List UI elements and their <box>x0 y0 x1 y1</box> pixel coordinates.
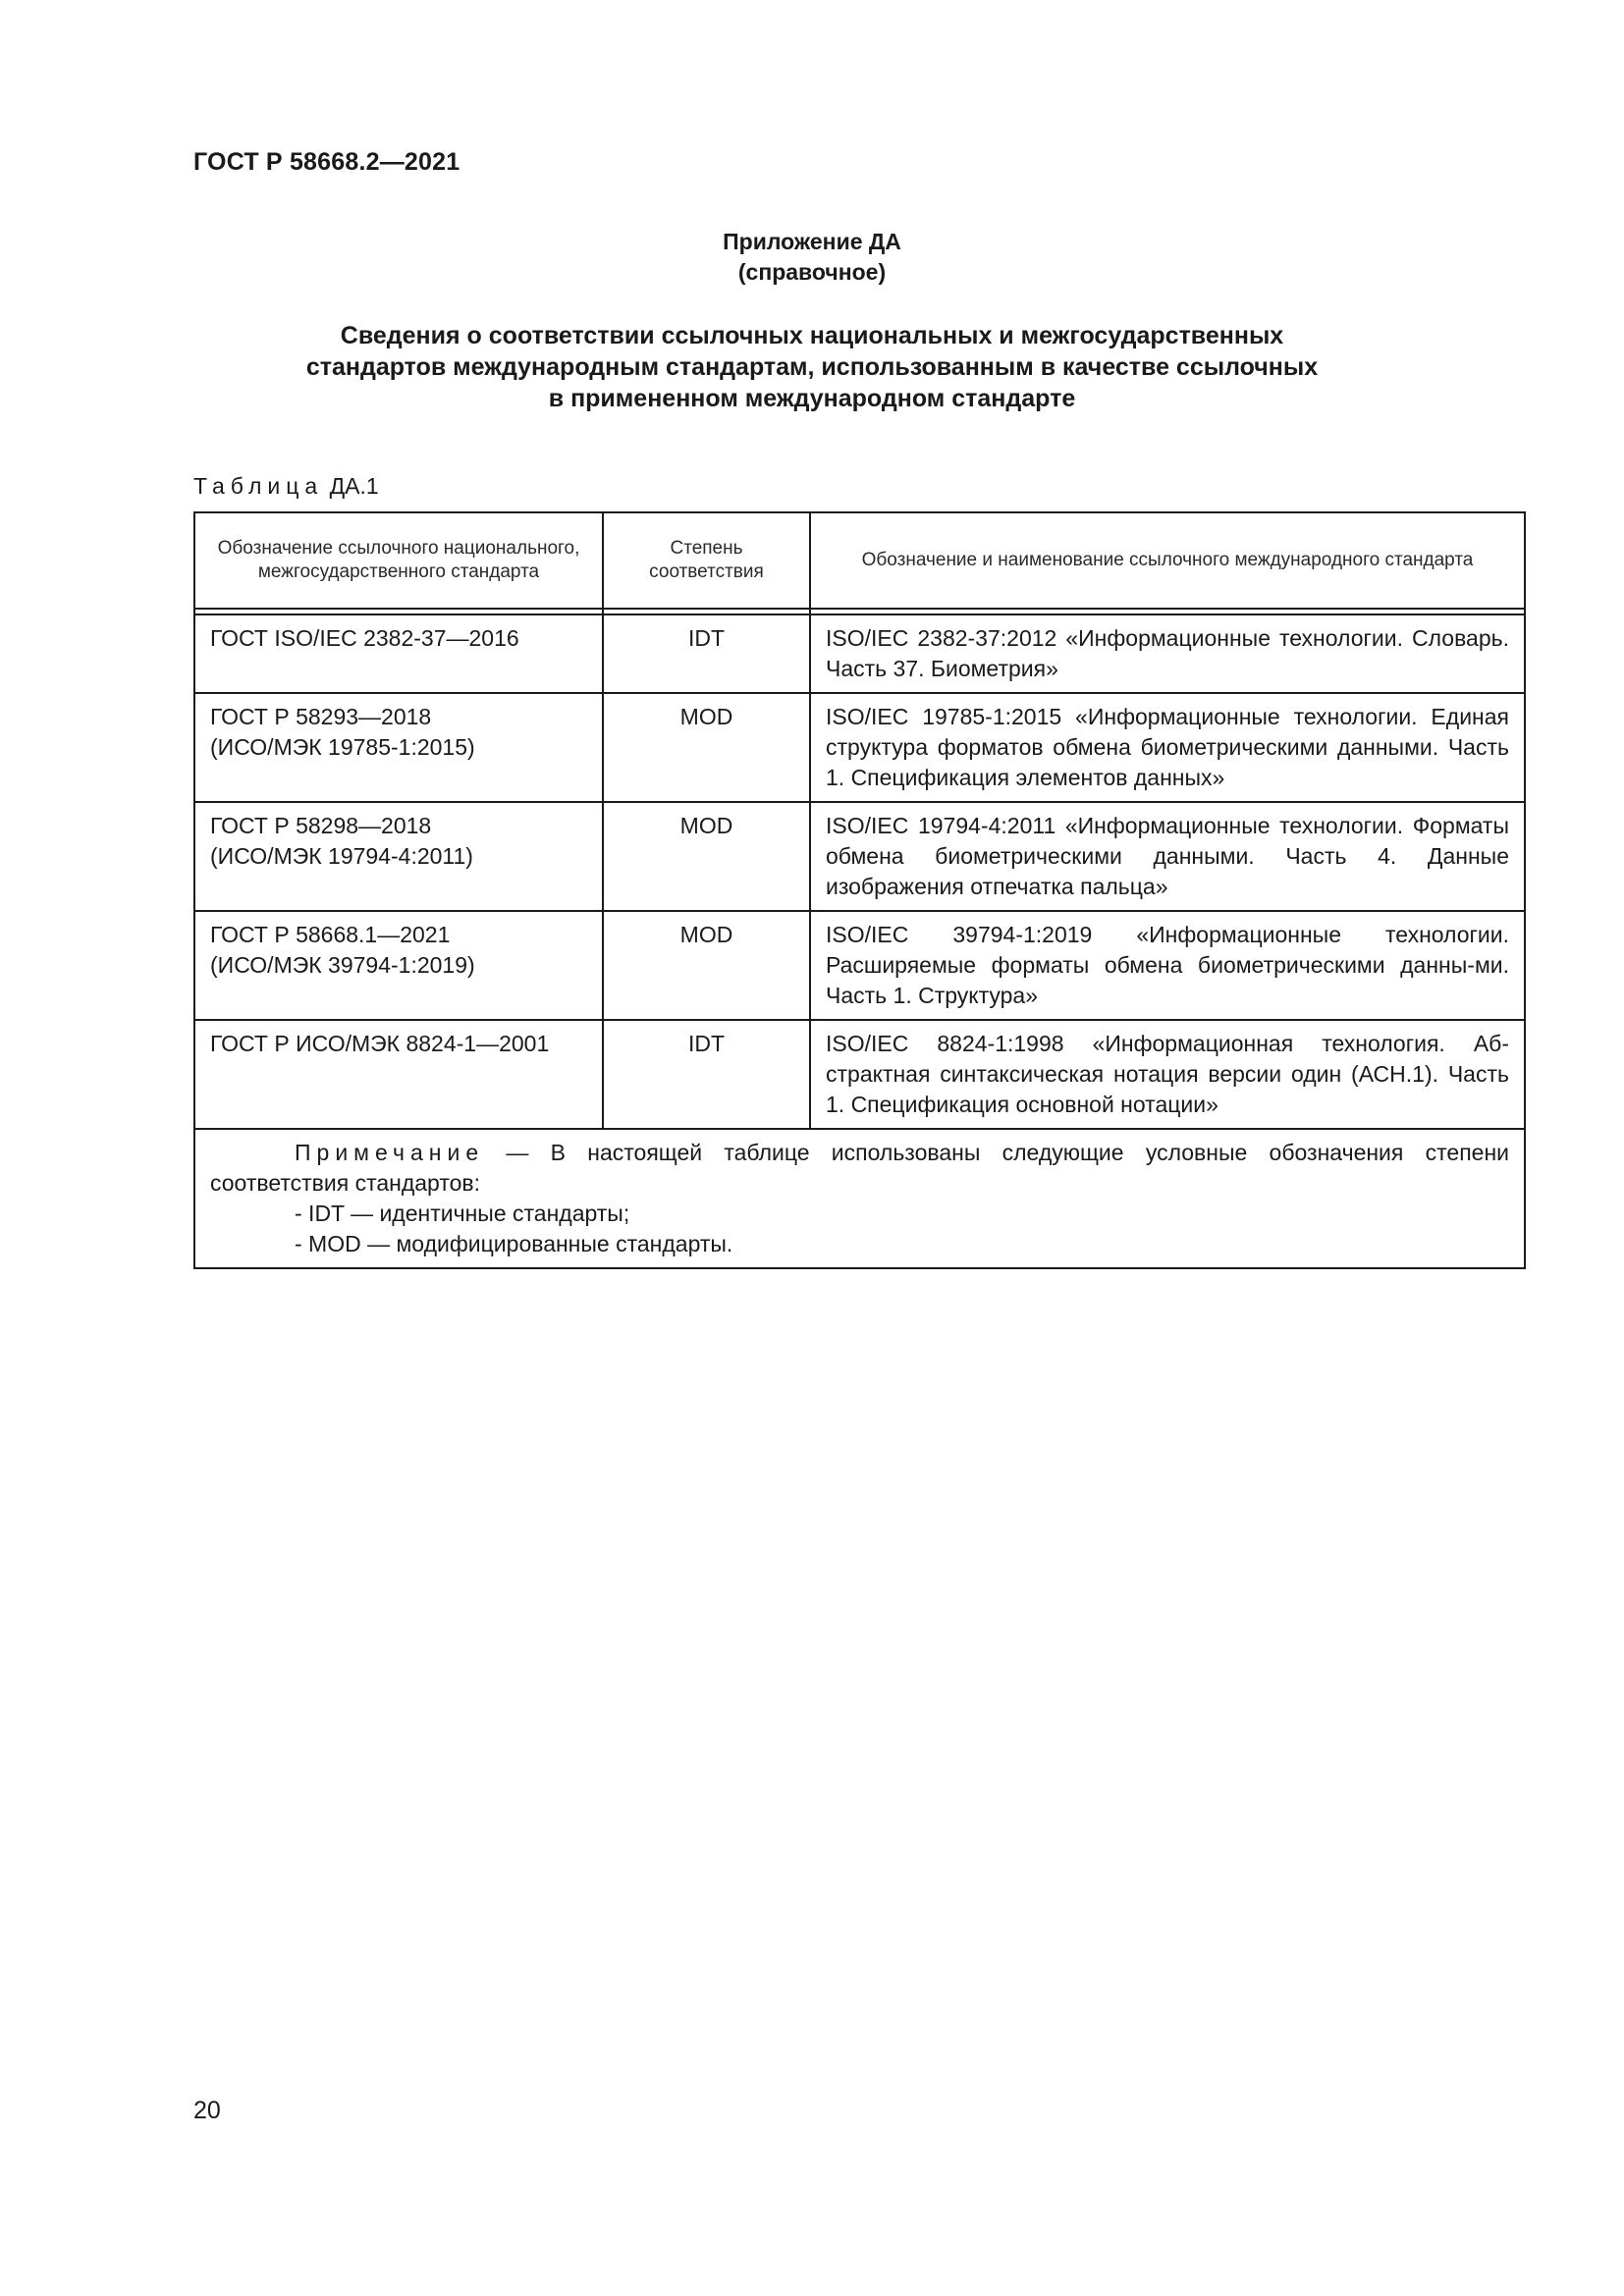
degree-cell: MOD <box>603 802 810 911</box>
national-code-line: (ИСО/МЭК 39794-1:2019) <box>210 952 475 978</box>
international-standard-cell: ISO/IEC 19794-4:2011 «Информационные технологии. Форматы обмена биометрическими данными. Часть 4. Данные изображения отпечатка пальца» <box>810 802 1525 911</box>
table-caption <box>193 473 379 500</box>
annex-kind: (справочное) <box>737 259 887 285</box>
national-code-line: ГОСТ Р 58668.1—2021 <box>210 922 451 947</box>
page-number: 20 <box>193 2097 221 2124</box>
column-header-degree: Степень соответствия <box>603 512 810 609</box>
national-code-cell <box>194 693 603 802</box>
national-code-line: (ИСО/МЭК 19794-4:2011) <box>210 843 473 869</box>
column-header-international: Обозначение и наименование ссылочного международного стандарта <box>810 512 1525 609</box>
international-standard-cell: ISO/IEC 19785-1:2015 «Информационные технологии. Единая структура форматов обмена биометрическими данными. Часть 1. Спецификация элементов данных» <box>810 693 1525 802</box>
column-header-national-code: Обозначение ссылочного национального, межгосударственного стандарта <box>194 512 603 609</box>
national-code-line: ГОСТ Р ИСО/МЭК 8824-1—2001 <box>210 1031 550 1056</box>
annex-heading <box>216 320 1408 414</box>
table-header-row <box>194 512 1525 609</box>
international-standard-cell: ISO/IEC 2382-37:2012 «Информационные технологии. Словарь. Часть 37. Биометрия» <box>810 614 1525 693</box>
table-note <box>194 1129 1525 1268</box>
international-standard-cell: ISO/IEC 39794-1:2019 «Информационные технологии. Расширяемые форматы обмена биометрическими данны-ми. Часть 1. Структура» <box>810 911 1525 1020</box>
table-row <box>194 693 1525 802</box>
table-caption-number: ДА.1 <box>329 473 379 499</box>
international-standard-cell: ISO/IEC 8824-1:1998 «Информационная технология. Аб-страктная синтаксическая нотация версии один (АСН.1). Часть 1. Спецификация основной нотации» <box>810 1020 1525 1129</box>
note-item: - IDT — идентичные стандарты; <box>295 1201 630 1226</box>
table-caption-label: Таблица <box>193 473 324 499</box>
national-code-line: ГОСТ Р 58293—2018 <box>210 704 432 729</box>
note-text <box>210 1138 1509 1199</box>
reference-standards-table <box>193 511 1526 1269</box>
national-code-cell <box>194 614 603 693</box>
note-body: — В настоящей таблице использованы следующие условные обозначения степени соответствия стандартов: <box>210 1140 1509 1196</box>
national-code-cell <box>194 1020 603 1129</box>
degree-cell: MOD <box>603 693 810 802</box>
annex-heading-line: в примененном международном стандарте <box>548 385 1076 412</box>
note-item: - MOD — модифицированные стандарты. <box>295 1231 733 1256</box>
table-row <box>194 802 1525 911</box>
degree-cell: MOD <box>603 911 810 1020</box>
table-note-row <box>194 1129 1525 1268</box>
annex-heading-line: стандартов международным стандартам, использованным в качестве ссылочных <box>305 353 1319 381</box>
degree-cell: IDT <box>603 1020 810 1129</box>
national-code-line: (ИСО/МЭК 19785-1:2015) <box>210 734 475 760</box>
degree-cell: IDT <box>603 614 810 693</box>
national-code-cell <box>194 802 603 911</box>
national-code-line: ГОСТ ISO/IEC 2382-37—2016 <box>210 625 519 651</box>
annex-heading-line: Сведения о соответствии ссылочных национальных и межгосударственных <box>340 322 1284 349</box>
table-row <box>194 1020 1525 1129</box>
table-row <box>194 614 1525 693</box>
national-code-cell <box>194 911 603 1020</box>
annex-title: Приложение ДА <box>723 229 901 254</box>
document-code: ГОСТ Р 58668.2—2021 <box>193 148 460 176</box>
note-label: Примечание <box>295 1140 485 1165</box>
table-row <box>194 911 1525 1020</box>
national-code-line: ГОСТ Р 58298—2018 <box>210 813 432 838</box>
